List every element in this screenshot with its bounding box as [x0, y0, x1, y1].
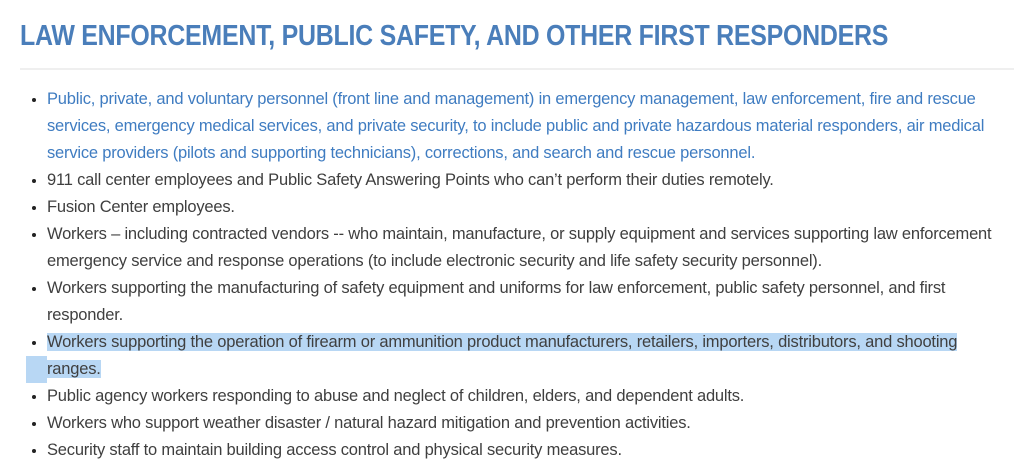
list-item [47, 383, 1014, 410]
list-item [47, 194, 1014, 221]
section-title: LAW ENFORCEMENT, PUBLIC SAFETY, AND OTHER FIRST RESPONDERS [20, 19, 889, 52]
list-item-text: Workers supporting the manufacturing of safety equipment and uniforms for law enforcement, public safety personnel, and first responder. [47, 279, 946, 324]
list-item [47, 221, 1014, 275]
list-item [47, 329, 1014, 383]
section-divider [20, 68, 1014, 70]
list-item-text: Workers who support weather disaster / natural hazard mitigation and prevention activities. [47, 414, 691, 432]
list-item-text: 911 call center employees and Public Safety Answering Points who can’t perform their duties remotely. [47, 171, 774, 189]
list-item [47, 410, 1014, 437]
personnel-link[interactable]: Public, private, and voluntary personnel (front line and management) in emergency management, law enforcement, fire and rescue services, emergency medical services, and private security, to include public and private hazardous material responders, air medical service providers (pilots and supporting technicians), corrections, and search and rescue personnel. [47, 90, 985, 162]
list-item [47, 275, 1014, 329]
bullet-list [20, 86, 1014, 464]
list-item-text: Public agency workers responding to abuse and neglect of children, elders, and dependent adults. [47, 387, 745, 405]
list-item-text: Workers – including contracted vendors -- who maintain, manufacture, or supply equipment and services supporting law enforcement emergency service and response operations (to include electronic security and life safety security personnel). [47, 225, 992, 270]
highlighted-list-item-text: Workers supporting the operation of firearm or ammunition product manufacturers, retailers, importers, distributors, and shooting ranges. [47, 333, 958, 378]
list-item [47, 167, 1014, 194]
list-item [47, 86, 1014, 167]
list-item-text: Fusion Center employees. [47, 198, 235, 216]
list-item [47, 437, 1014, 464]
section-header [20, 0, 1014, 59]
list-item-text: Security staff to maintain building access control and physical security measures. [47, 441, 622, 459]
